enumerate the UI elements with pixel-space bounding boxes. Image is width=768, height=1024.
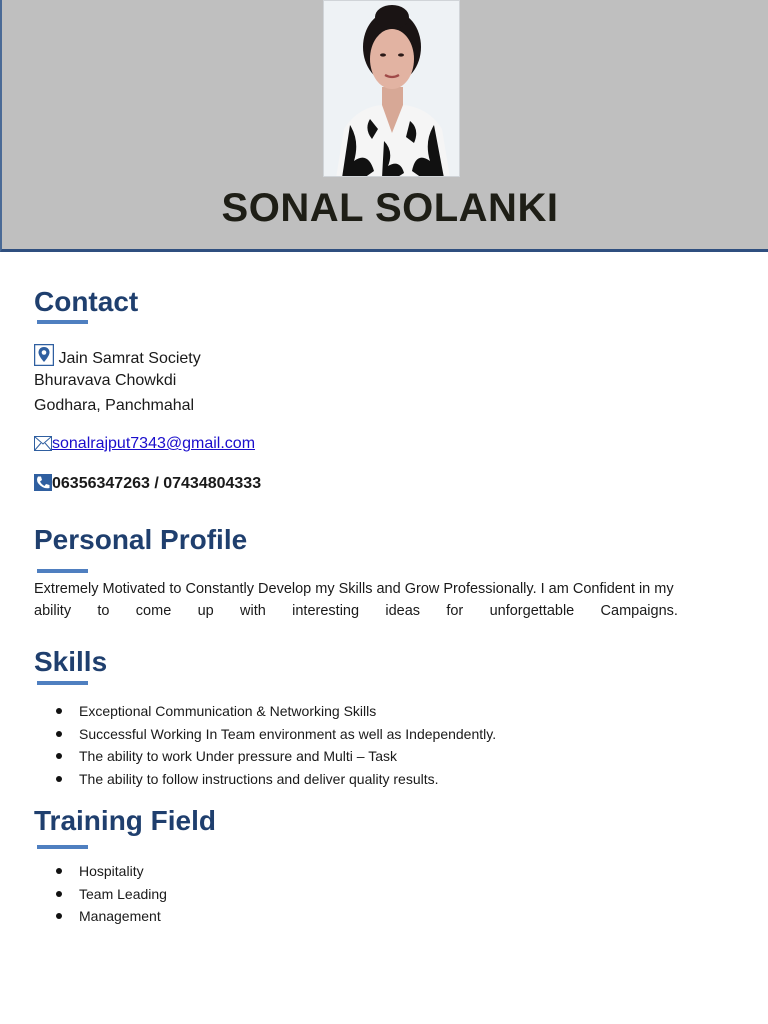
training-list bbox=[56, 860, 167, 928]
training-underline bbox=[37, 845, 88, 849]
profile-word: come bbox=[135, 603, 172, 619]
envelope-icon bbox=[34, 436, 52, 456]
profile-word: with bbox=[240, 603, 266, 619]
skills-list bbox=[56, 700, 496, 791]
address-line-2: Bhuravava Chowkdi bbox=[34, 372, 177, 389]
profile-line-2 bbox=[34, 600, 678, 622]
skill-item: Exceptional Communication & Networking Skills bbox=[56, 700, 496, 723]
profile-paragraph bbox=[34, 578, 678, 622]
profile-word: up bbox=[197, 603, 214, 619]
profile-heading: Personal Profile bbox=[34, 524, 248, 555]
profile-word: ideas bbox=[385, 603, 421, 619]
address-text-1: Jain Samrat Society bbox=[58, 350, 201, 367]
contact-underline bbox=[37, 320, 88, 324]
email-row bbox=[34, 435, 255, 456]
profile-underline bbox=[37, 569, 88, 573]
address-line-1 bbox=[34, 344, 201, 371]
candidate-name: SONAL SOLANKI bbox=[221, 186, 559, 230]
portrait-photo-icon bbox=[324, 1, 460, 177]
skill-item: The ability to follow instructions and deliver quality results. bbox=[56, 768, 496, 791]
profile-word: for bbox=[446, 603, 464, 619]
profile-word: to bbox=[97, 603, 110, 619]
training-heading: Training Field bbox=[34, 805, 217, 836]
skill-item: Successful Working In Team environment as well as Independently. bbox=[56, 723, 496, 746]
skills-heading: Skills bbox=[34, 646, 108, 677]
training-item: Team Leading bbox=[56, 883, 167, 906]
training-item: Hospitality bbox=[56, 860, 167, 883]
profile-photo bbox=[323, 0, 460, 177]
phone-number: 06356347263 / 07434804333 bbox=[52, 475, 262, 492]
skill-item: The ability to work Under pressure and Multi – Task bbox=[56, 745, 496, 768]
skills-underline bbox=[37, 681, 88, 685]
training-item: Management bbox=[56, 905, 167, 928]
resume-header bbox=[0, 0, 768, 252]
email-link[interactable]: sonalrajput7343@gmail.com bbox=[52, 435, 256, 452]
profile-line-1: Extremely Motivated to Constantly Develop my Skills and Grow Professionally. I am Confident in my bbox=[34, 581, 674, 597]
profile-word: interesting bbox=[292, 603, 360, 619]
profile-word: unforgettable bbox=[489, 603, 575, 619]
phone-icon bbox=[34, 474, 52, 496]
contact-heading: Contact bbox=[34, 286, 139, 317]
location-pin-icon bbox=[34, 344, 54, 371]
address-line-3: Godhara, Panchmahal bbox=[34, 397, 195, 414]
profile-word: Campaigns. bbox=[600, 603, 678, 619]
phone-row bbox=[34, 474, 261, 496]
profile-word: ability bbox=[34, 603, 72, 619]
